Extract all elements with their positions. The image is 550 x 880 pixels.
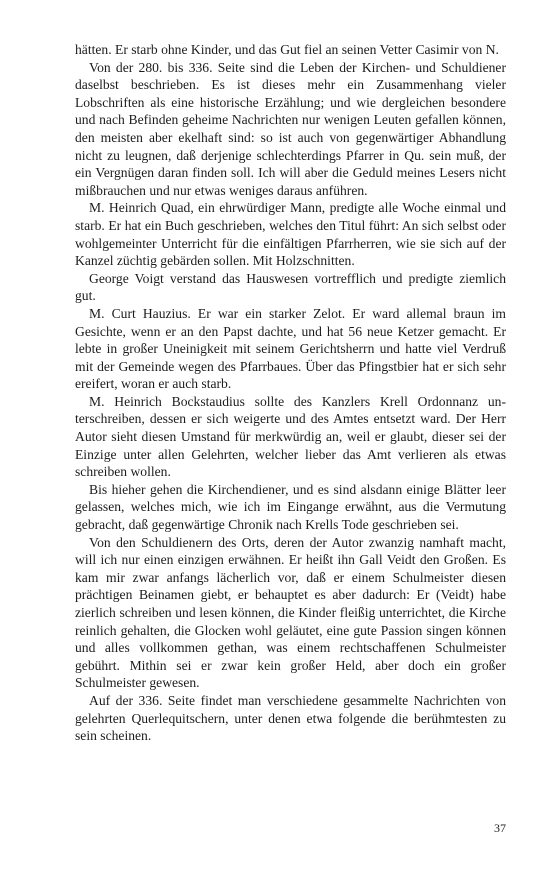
paragraph: M. Heinrich Bockstaudius sollte des Kanzlers Krell Ordonnanz unterschreiben, dessen er sich weigerte und des Amtes entsetzt ward. Der Herr Autor sieht diesen Umstand für merkwürdig an, weil er glaubt, dieser sei der Einzige unter allen Gelehrten, welcher lieber das Amt verlieren als etwas schreiben wollen.	[75, 393, 506, 480]
paragraph: Bis hieher gehen die Kirchendiener, und es sind alsdann einige Blätter leer gelassen, welches mich, wie ich im Eingange erwähnt, aus die Vermutung gebracht, daß gegenwärtige Chronik nach Krells Tode geschrieben sei.	[75, 481, 506, 533]
page-body	[75, 41, 506, 745]
paragraph: M. Heinrich Quad, ein ehrwürdiger Mann, predigte alle Woche einmal und starb. Er hat ein Buch geschrieben, welches den Titul führt: An sich selbst oder wohlgemeinter Unterricht für die einfältigen Pfarrherren, wie sie sich auf der Kanzel züchtig gebärden sollen. Mit Holzschnitten.	[75, 200, 506, 269]
paragraph: Von der 280. bis 336. Seite sind die Leben der Kirchen- und Schuldiener daselbst beschrieben. Es ist dieses mehr ein Zusammenhang vieler Lobschriften als eine historische Erzählung; und wie dergleichen besondere und nach Befinden geheime Nachrichten nur wenigen Leuten gefallen können, den meisten aber ekelhaft sind: so ist auch von gegenwärtiger Abhandlung nicht zu leugnen, daß derjenige schlechterdings Pfarrer in Qu. sein muß, der ein Vergnügen daran finden soll. Ich will aber die Geduld meines Lesers nicht mißbrauchen und nur etwas weniges daraus anführen.	[75, 59, 506, 198]
page-number: 37	[494, 821, 506, 835]
paragraph: Auf der 336. Seite findet man verschiedene gesammelte Nachrichten von gelehrten Querlequitschern, unter denen etwa folgende die berühmtesten zu sein scheinen.	[75, 692, 506, 744]
paragraph: M. Curt Hauzius. Er war ein starker Zelot. Er ward allemal braun im Gesichte, wenn er an den Papst dachte, und hat 56 neue Ketzer gemacht. Er lebte in großer Uneinigkeit mit seinem Gerichtsherrn und hatte viel Verdruß mit der Gemeinde wegen des Pfarrbaues. Über das Pfingstbier hat er sich sehr ereifert, woran er auch starb.	[75, 305, 506, 392]
paragraph: George Voigt verstand das Hauswesen vortrefflich und predigte ziemlich gut.	[75, 270, 506, 304]
paragraph: hätten. Er starb ohne Kinder, und das Gut fiel an seinen Vetter Casimir von N.	[75, 42, 499, 57]
paragraph: Von den Schuldienern des Orts, deren der Autor zwanzig namhaft macht, will ich nur einen einzigen erwähnen. Er heißt ihn Gall Veidt den Großen. Es kam mir zwar anfangs lächerlich vor, daß er einem Schulmeister diesen prächtigen Beinamen giebt, er behauptet es aber dadurch: Er (Veidt) habe zierlich schreiben und lesen können, die Kinder fleißig unterrichtet, die Kirche reinlich gehalten, die Glocken wohl geläutet, eine gute Passion singen können und alles vollkommen gethan, was einem rechtschaffenen Schulmeister gebührt. Mithin sei er zwar kein großer Held, aber doch ein großer Schulmeister gewesen.	[75, 534, 506, 691]
